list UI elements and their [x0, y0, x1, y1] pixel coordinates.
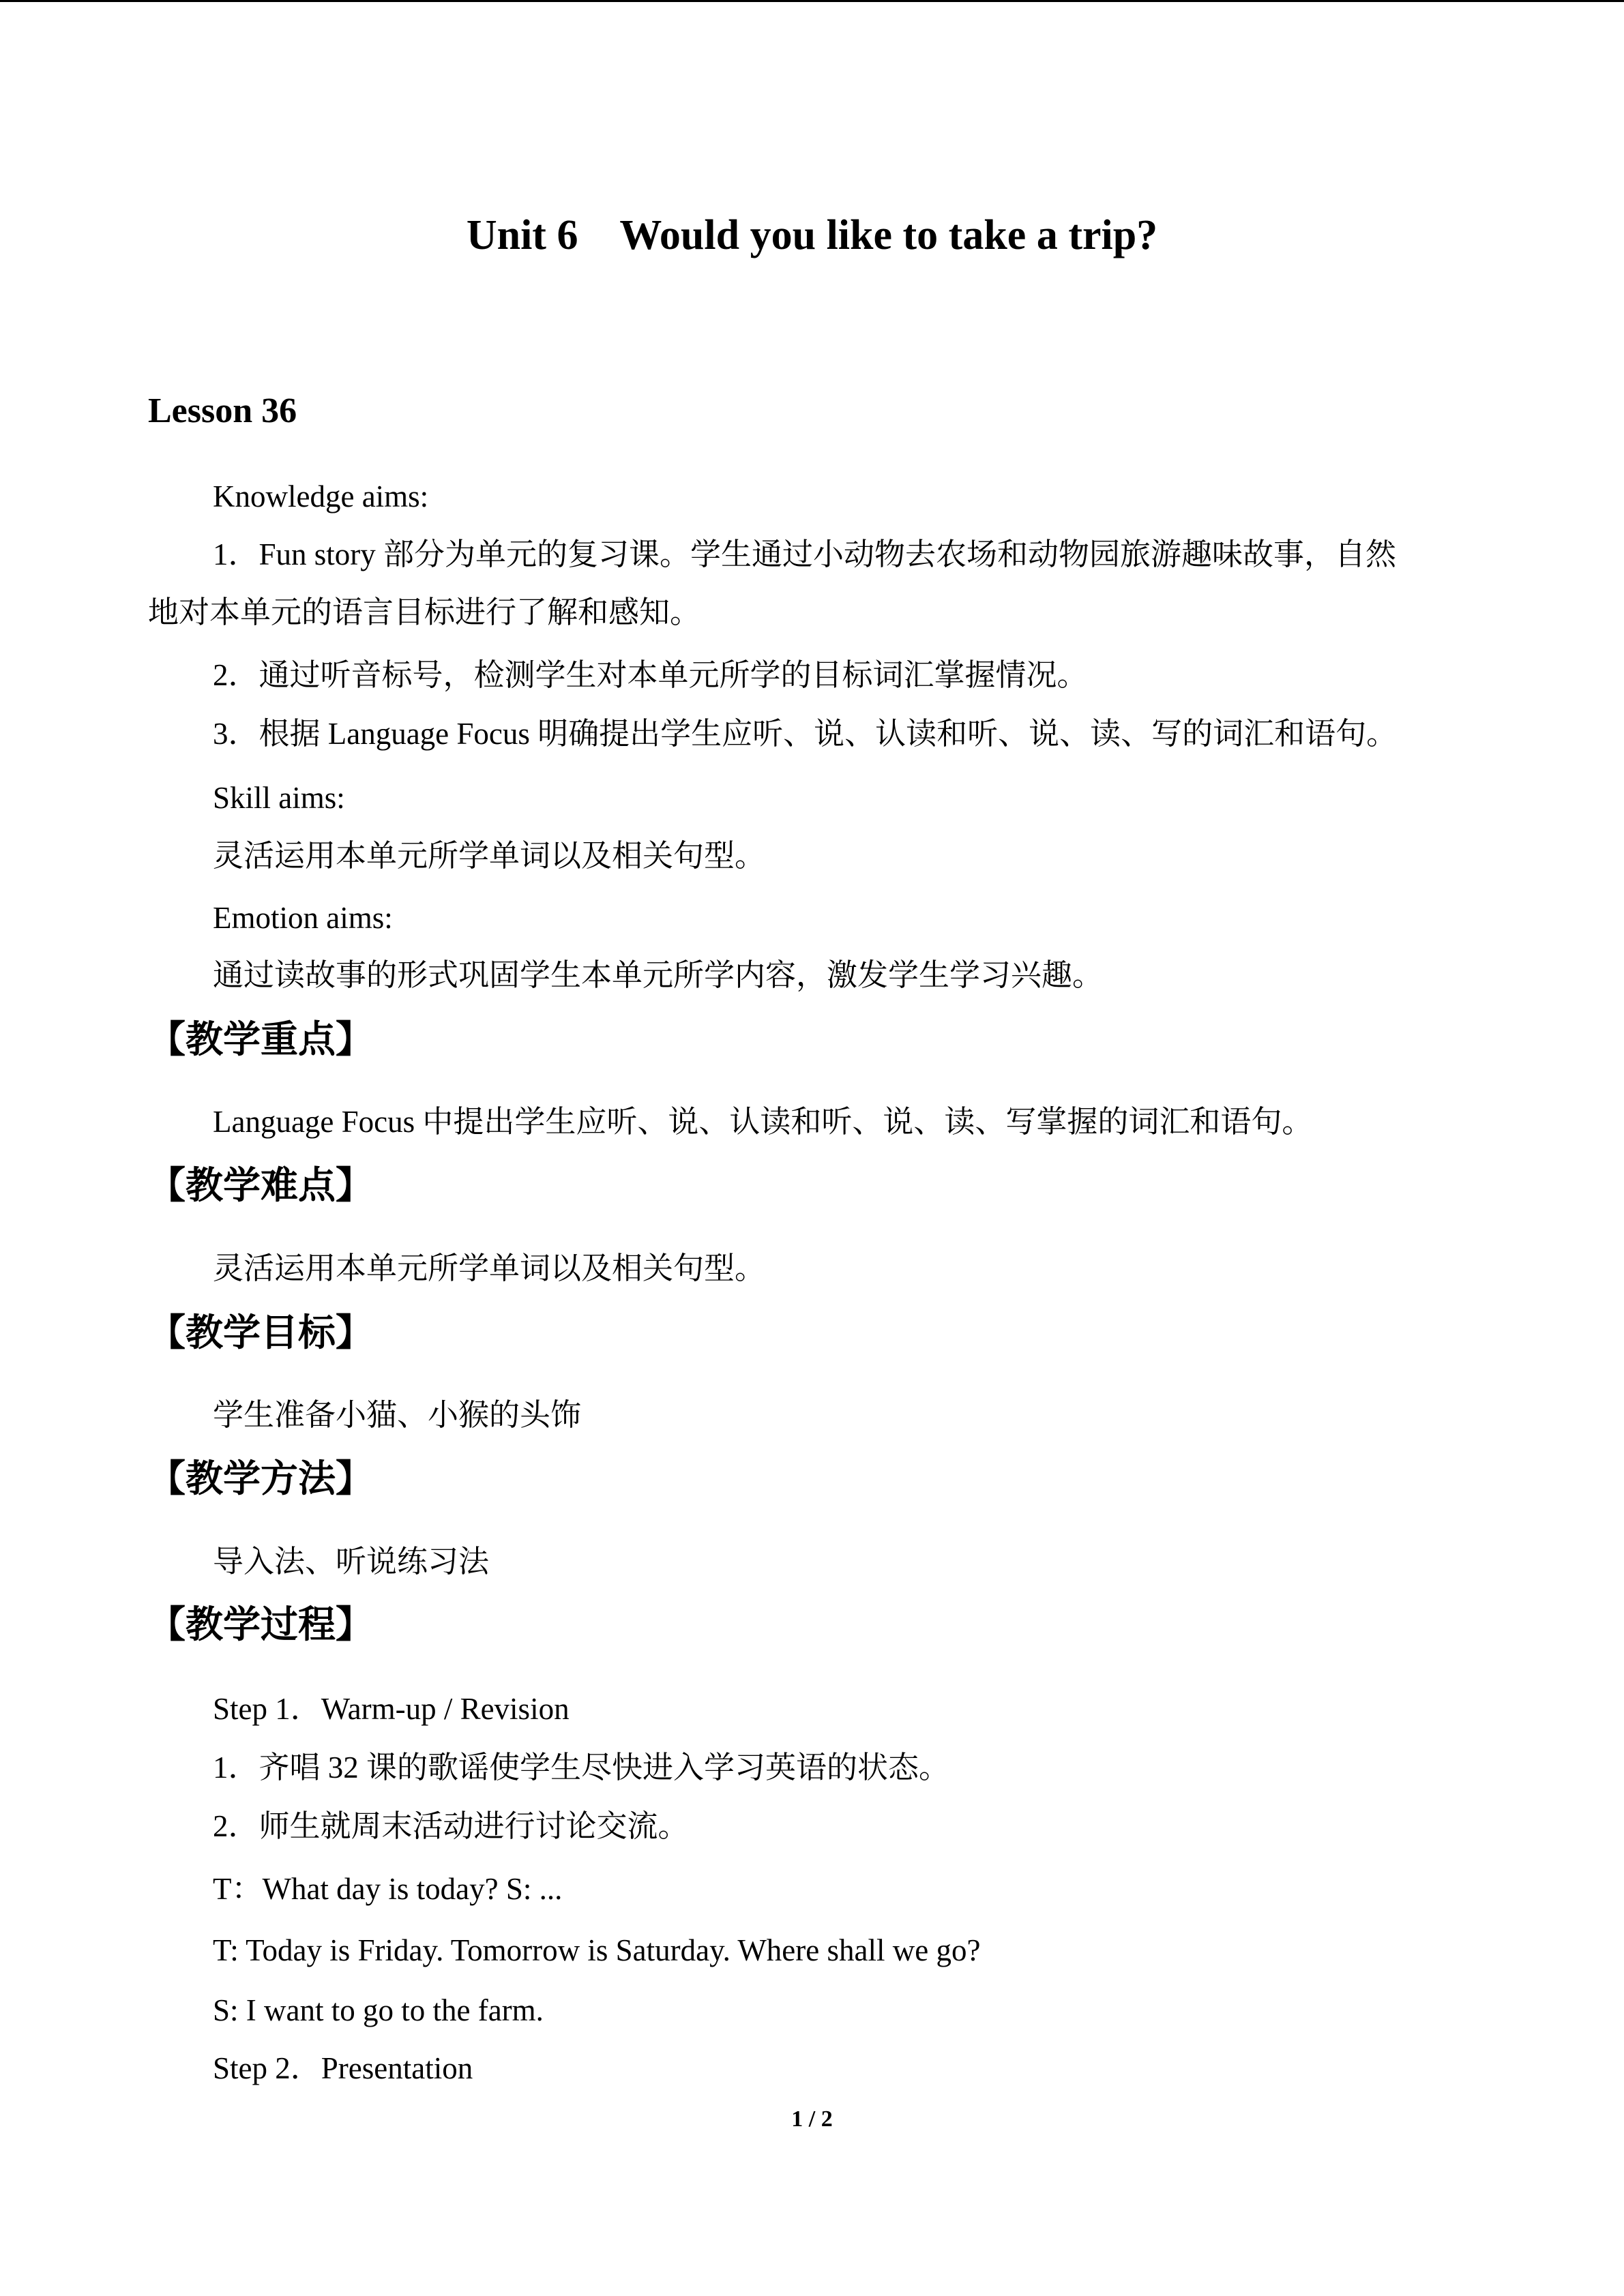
heading-teaching-focus: 【教学重点】 [148, 1017, 374, 1061]
lesson-heading: Lesson 36 [148, 391, 297, 430]
knowledge-aim-2: 2．通过听音标号，检测学生对本单元所学的目标词汇掌握情况。 [213, 658, 1088, 692]
dialog-line-2: T: Today is Friday. Tomorrow is Saturday. Where shall we go? [213, 1933, 981, 1967]
step-1-heading: Step 1．Warm-up / Revision [213, 1692, 570, 1726]
page-number: 1 / 2 [791, 2106, 833, 2132]
teaching-goal-text: 学生准备小猫、小猴的头饰 [213, 1398, 582, 1432]
skill-aims-label: Skill aims: [213, 781, 345, 815]
knowledge-aims-label: Knowledge aims: [213, 479, 429, 513]
knowledge-aim-1-cont: 地对本单元的语言目标进行了解和感知。 [148, 595, 701, 629]
teaching-difficulty-text: 灵活运用本单元所学单词以及相关句型。 [213, 1251, 766, 1285]
heading-teaching-goal: 【教学目标】 [148, 1311, 374, 1354]
knowledge-aim-3: 3．根据 Language Focus 明确提出学生应听、说、认读和听、说、读、写的词汇和语句。 [213, 717, 1398, 751]
heading-teaching-difficulty: 【教学难点】 [148, 1163, 374, 1207]
knowledge-aim-1: 1．Fun story 部分为单元的复习课。学生通过小动物去农场和动物园旅游趣味故事，自然 [213, 537, 1397, 571]
step-1-item-1: 1．齐唱 32 课的歌谣使学生尽快进入学习英语的状态。 [213, 1750, 950, 1785]
heading-teaching-method: 【教学方法】 [148, 1457, 374, 1500]
top-border [0, 0, 1624, 2]
teaching-method-text: 导入法、听说练习法 [213, 1545, 490, 1579]
teaching-focus-text: Language Focus 中提出学生应听、说、认读和听、说、读、写掌握的词汇和语句。 [213, 1105, 1313, 1139]
unit-title: Unit 6 Would you like to take a trip? [466, 212, 1158, 258]
dialog-line-1: T：What day is today? S: ... [213, 1872, 563, 1906]
skill-aims-text: 灵活运用本单元所学单词以及相关句型。 [213, 839, 766, 873]
emotion-aims-label: Emotion aims: [213, 901, 393, 935]
dialog-line-3: S: I want to go to the farm. [213, 1993, 544, 2027]
emotion-aims-text: 通过读故事的形式巩固学生本单元所学内容，激发学生学习兴趣。 [213, 958, 1104, 992]
step-1-item-2: 2．师生就周末活动进行讨论交流。 [213, 1809, 689, 1843]
step-2-heading: Step 2．Presentation [213, 2051, 473, 2085]
heading-teaching-process: 【教学过程】 [148, 1602, 374, 1646]
